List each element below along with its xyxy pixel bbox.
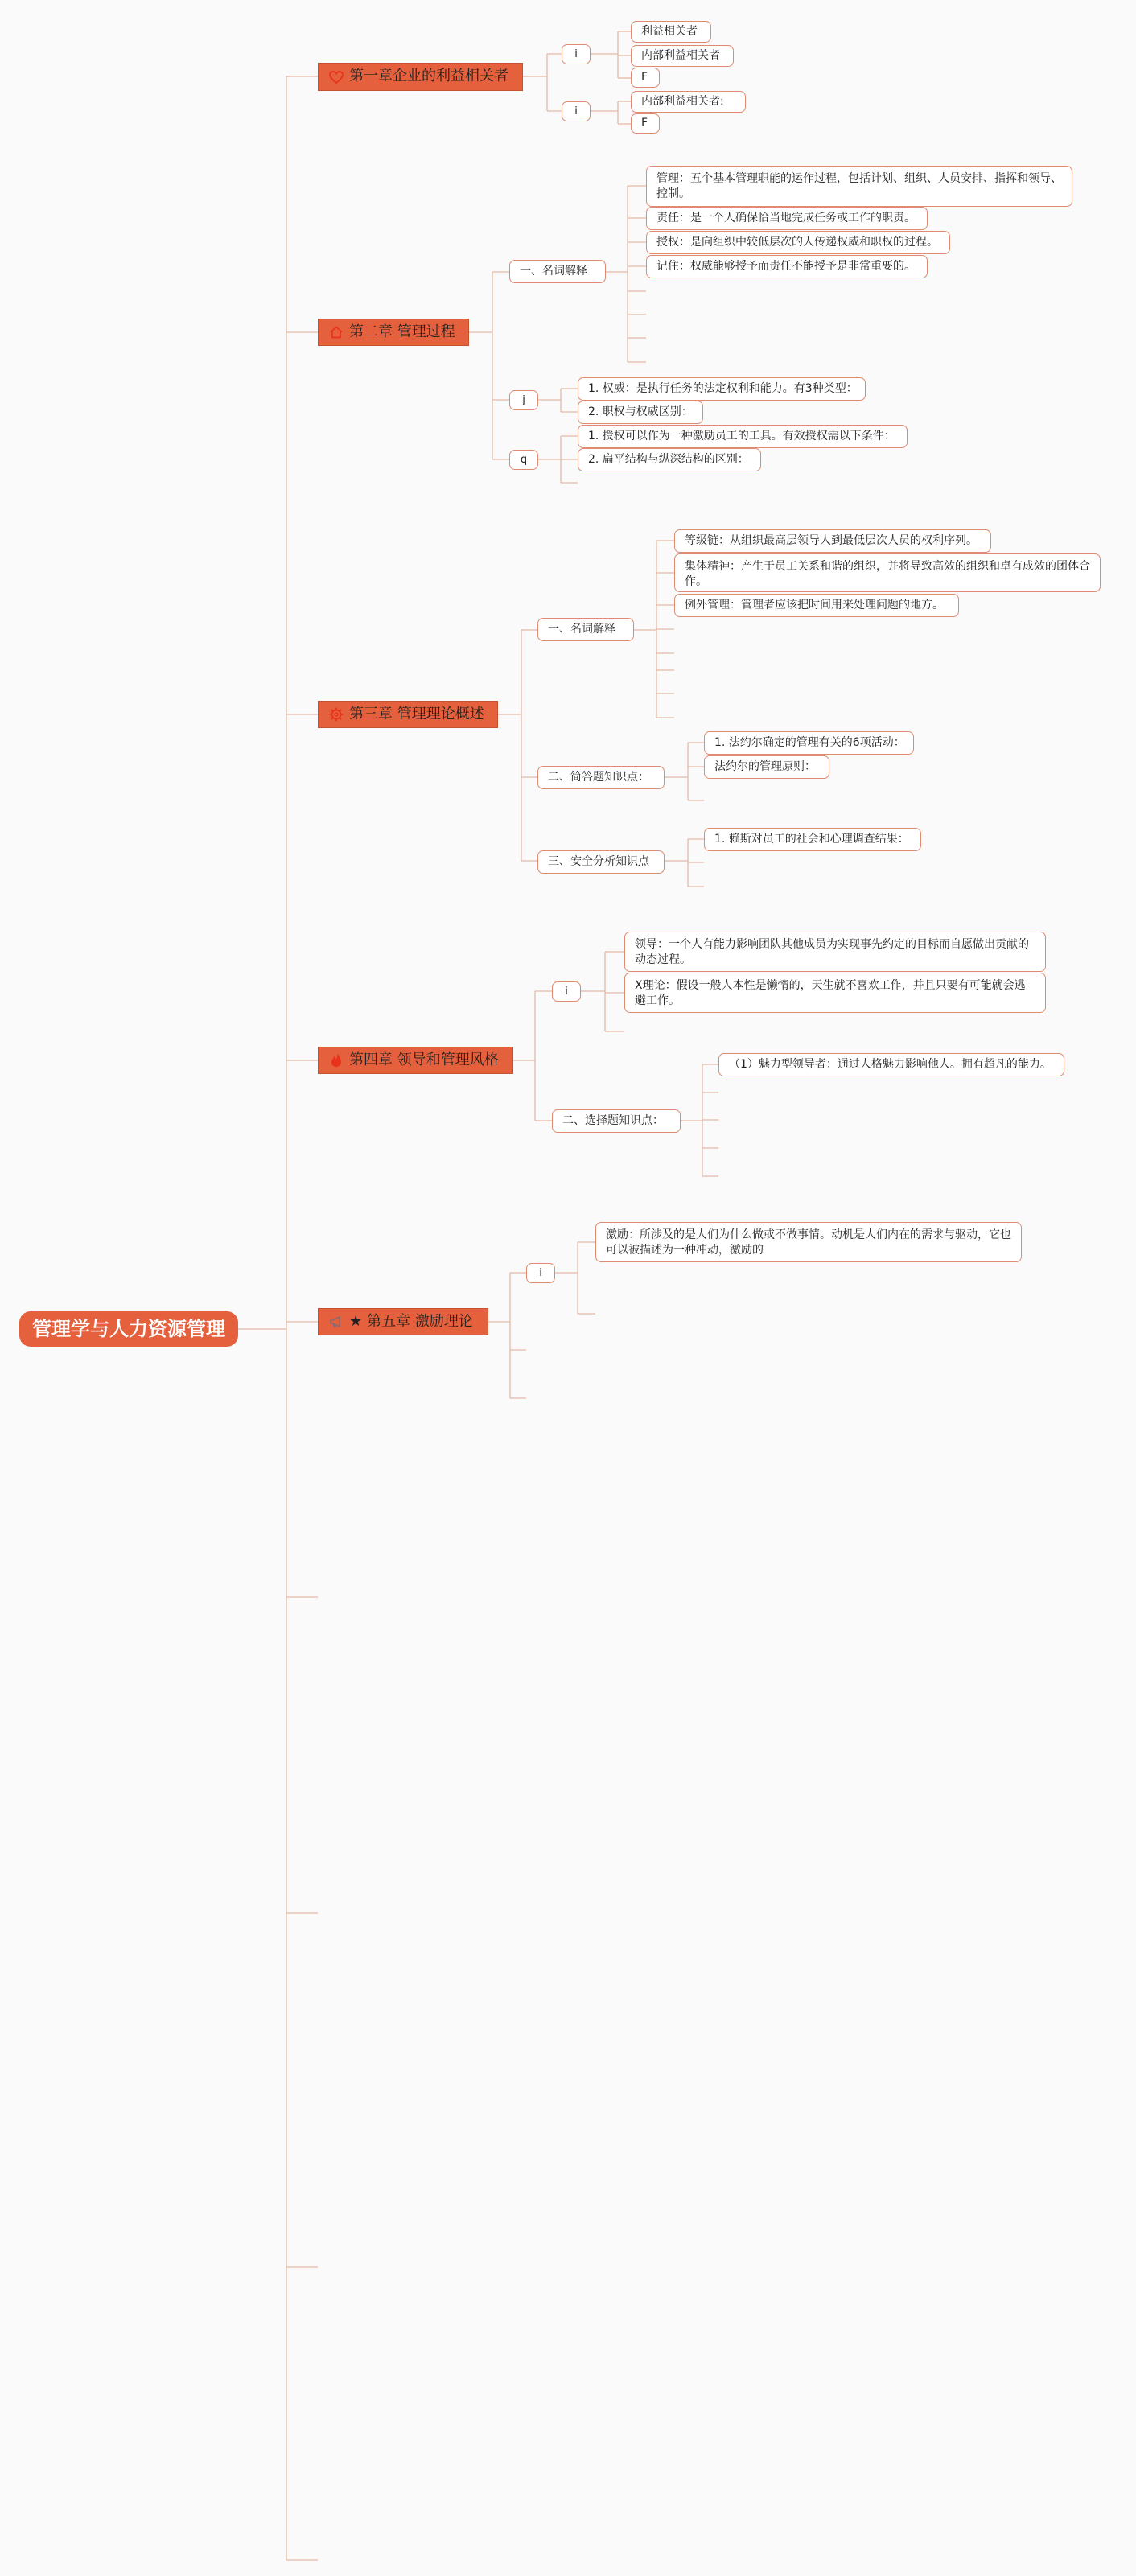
chapter-2-item[interactable]: 1. 权威：是执行任务的法定权利和能力。有3种类型： xyxy=(578,377,866,401)
chapter-2-group-2[interactable]: j xyxy=(509,390,538,410)
chapter-2-item[interactable]: 2. 扁平结构与纵深结构的区别： xyxy=(578,448,761,471)
flame-icon xyxy=(328,1052,344,1068)
chapter-3-node[interactable] xyxy=(318,701,498,728)
chapter-2-group-3[interactable]: q xyxy=(509,450,538,470)
chapter-3-item[interactable]: 法约尔的管理原则： xyxy=(704,755,829,779)
chapter-2-item[interactable]: 责任：是一个人确保恰当地完成任务或工作的职责。 xyxy=(646,207,928,230)
chapter-1-item[interactable]: 内部利益相关者: xyxy=(631,91,746,113)
chapter-2-item[interactable]: 授权：是向组织中较低层次的人传递权威和职权的过程。 xyxy=(646,231,950,254)
chapter-2-item[interactable]: 1. 授权可以作为一种激励员工的工具。有效授权需以下条件： xyxy=(578,425,908,448)
chapter-2-item[interactable]: 2. 职权与权威区别： xyxy=(578,401,703,424)
chapter-3-group-1[interactable]: 一、名词解释 xyxy=(537,618,634,641)
chapter-5-item[interactable]: 激励：所涉及的是人们为什么做或不做事情。动机是人们内在的需求与驱动，它也可以被描述为一种冲动，激励的 xyxy=(595,1222,1022,1262)
gear-icon xyxy=(328,706,344,722)
star-prefix: ★ xyxy=(349,1312,363,1330)
chapter-4-item[interactable]: 领导：一个人有能力影响团队其他成员为实现事先约定的目标而自愿做出贡献的动态过程。 xyxy=(624,932,1046,972)
chapter-2-group-1[interactable]: 一、名词解释 xyxy=(509,260,606,283)
chapter-3-group-2[interactable]: 二、简答题知识点： xyxy=(537,766,665,789)
chapter-2-item[interactable]: 管理：五个基本管理职能的运作过程，包括计划、组织、人员安排、指挥和领导、控制。 xyxy=(646,166,1072,207)
chapter-1-title: 第一章企业的利益相关者 xyxy=(349,68,508,85)
chapter-3-item[interactable]: 例外管理：管理者应该把时间用来处理问题的地方。 xyxy=(674,594,959,617)
root-node[interactable] xyxy=(19,1311,238,1347)
chapter-1-item[interactable]: 内部利益相关者 xyxy=(631,45,734,67)
chapter-5-node[interactable] xyxy=(318,1308,488,1335)
chapter-1-item[interactable]: F xyxy=(631,68,660,88)
chapter-3-item[interactable]: 1. 赖斯对员工的社会和心理调查结果： xyxy=(704,828,921,851)
chapter-4-group-2[interactable]: 二、选择题知识点： xyxy=(552,1109,681,1133)
chapter-1-item[interactable]: 利益相关者 xyxy=(631,21,711,43)
chapter-5-group-1[interactable]: i xyxy=(526,1263,555,1283)
root-title: 管理学与人力资源管理 xyxy=(32,1317,225,1340)
chapter-4-item[interactable]: （1）魅力型领导者：通过人格魅力影响他人。拥有超凡的能力。 xyxy=(718,1053,1064,1076)
heart-icon xyxy=(328,69,344,85)
chapter-3-item[interactable]: 1. 法约尔确定的管理有关的6项活动： xyxy=(704,731,914,755)
chapter-2-node[interactable] xyxy=(318,319,469,346)
chapter-4-node[interactable] xyxy=(318,1047,513,1074)
megaphone-icon xyxy=(328,1314,344,1330)
chapter-2-title: 第二章 管理过程 xyxy=(349,323,455,340)
chapter-3-item[interactable]: 集体精神：产生于员工关系和谐的组织，并将导致高效的组织和卓有成效的团体合作。 xyxy=(674,553,1101,592)
chapter-1-group-1[interactable]: i xyxy=(562,44,591,64)
chapter-5-title: 第五章 激励理论 xyxy=(367,1312,473,1330)
chapter-2-item[interactable]: 记住：权威能够授予而责任不能授予是非常重要的。 xyxy=(646,255,928,278)
chapter-3-item[interactable]: 等级链：从组织最高层领导人到最低层次人员的权利序列。 xyxy=(674,529,991,553)
chapter-3-title: 第三章 管理理论概述 xyxy=(349,705,484,722)
chapter-1-item[interactable]: F xyxy=(631,113,660,134)
home-icon xyxy=(328,324,344,340)
chapter-1-node[interactable] xyxy=(318,63,523,91)
chapter-4-item[interactable]: X理论：假设一般人本性是懒惰的，天生就不喜欢工作，并且只要有可能就会逃避工作。 xyxy=(624,973,1046,1013)
chapter-4-title: 第四章 领导和管理风格 xyxy=(349,1051,499,1068)
chapter-3-group-3[interactable]: 三、安全分析知识点 xyxy=(537,850,665,874)
chapter-1-group-2[interactable]: i xyxy=(562,101,591,121)
chapter-4-group-1[interactable]: i xyxy=(552,981,581,1002)
